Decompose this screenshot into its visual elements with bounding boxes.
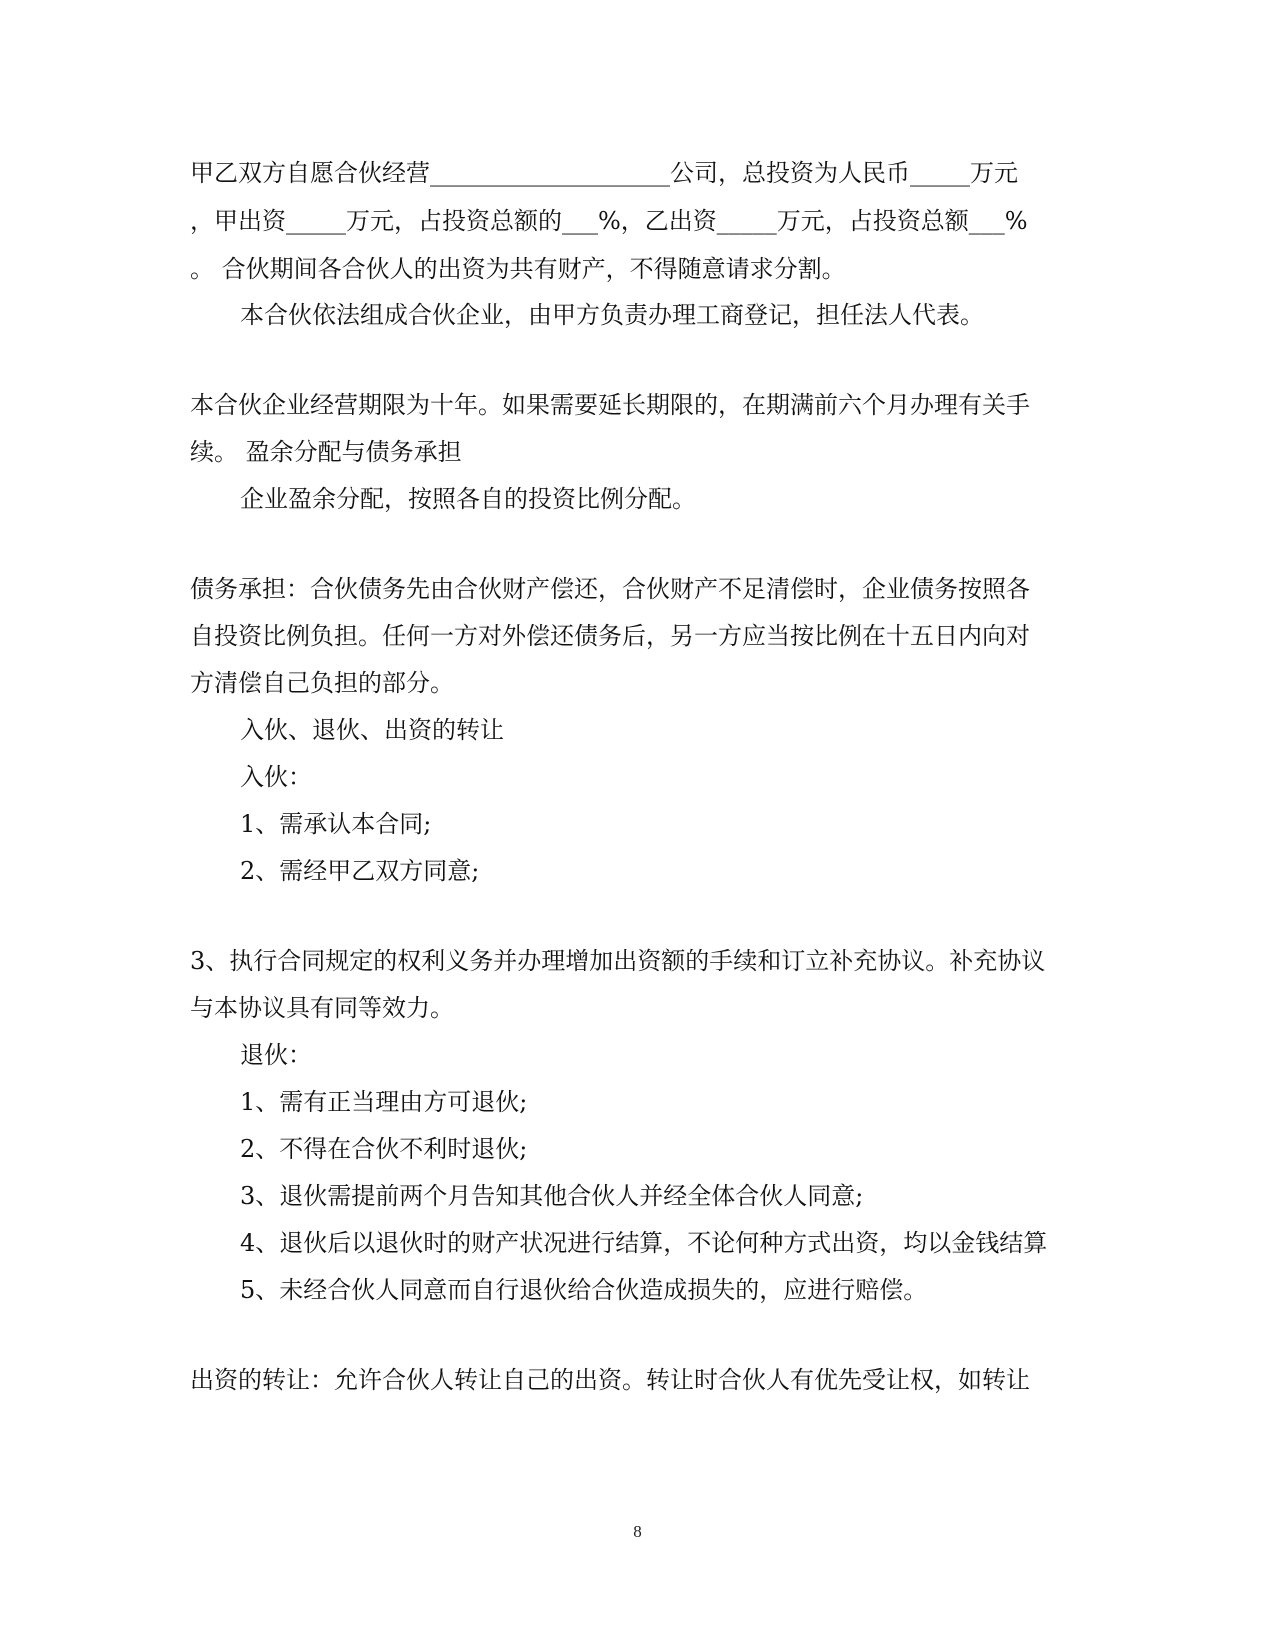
text-line: 方清偿自己负担的部分。: [190, 669, 454, 697]
text-line: 1、需有正当理由方可退伙;: [240, 1088, 528, 1116]
text-line: 入伙：: [240, 763, 312, 791]
text-line: 4、退伙后以退伙时的财产状况进行结算，不论何种方式出资，均以金钱结算: [240, 1229, 1048, 1257]
text-line: 债务承担：合伙债务先由合伙财产偿还，合伙财产不足清偿时，企业债务按照各: [190, 575, 1030, 603]
text-line: 2、需经甲乙双方同意;: [240, 857, 480, 885]
text-line: 3、执行合同规定的权利义务并办理增加出资额的手续和订立补充协议。补充协议: [190, 947, 1046, 975]
text-line: 入伙、退伙、出资的转让: [240, 716, 504, 744]
text-line: 出资的转让：允许合伙人转让自己的出资。转让时合伙人有优先受让权，如转让: [190, 1366, 1030, 1394]
text-line: 续。 盈余分配与债务承担: [190, 438, 462, 466]
text-line: 企业盈余分配，按照各自的投资比例分配。: [240, 485, 696, 513]
text-line: 2、不得在合伙不利时退伙;: [240, 1135, 528, 1163]
text-line: 甲乙双方自愿合伙经营____________________公司，总投资为人民币_____万元: [190, 159, 1018, 187]
text-line: ，甲出资_____万元，占投资总额的___%，乙出资_____万元，占投资总额___%: [190, 207, 1028, 235]
text-line: 3、退伙需提前两个月告知其他合伙人并经全体合伙人同意;: [240, 1182, 864, 1210]
text-line: 自投资比例负担。任何一方对外偿还债务后，另一方应当按比例在十五日内向对: [190, 622, 1030, 650]
text-line: 5、未经合伙人同意而自行退伙给合伙造成损失的，应进行赔偿。: [240, 1276, 928, 1304]
text-line: 1、需承认本合同;: [240, 810, 432, 838]
text-line: 本合伙企业经营期限为十年。如果需要延长期限的，在期满前六个月办理有关手: [190, 391, 1030, 419]
text-line: 本合伙依法组成合伙企业，由甲方负责办理工商登记，担任法人代表。: [240, 301, 984, 329]
text-line: 与本协议具有同等效力。: [190, 994, 454, 1022]
text-line: 。 合伙期间各合伙人的出资为共有财产，不得随意请求分割。: [190, 255, 846, 283]
text-line: 退伙：: [240, 1041, 312, 1069]
page-number: 8: [633, 1522, 642, 1541]
